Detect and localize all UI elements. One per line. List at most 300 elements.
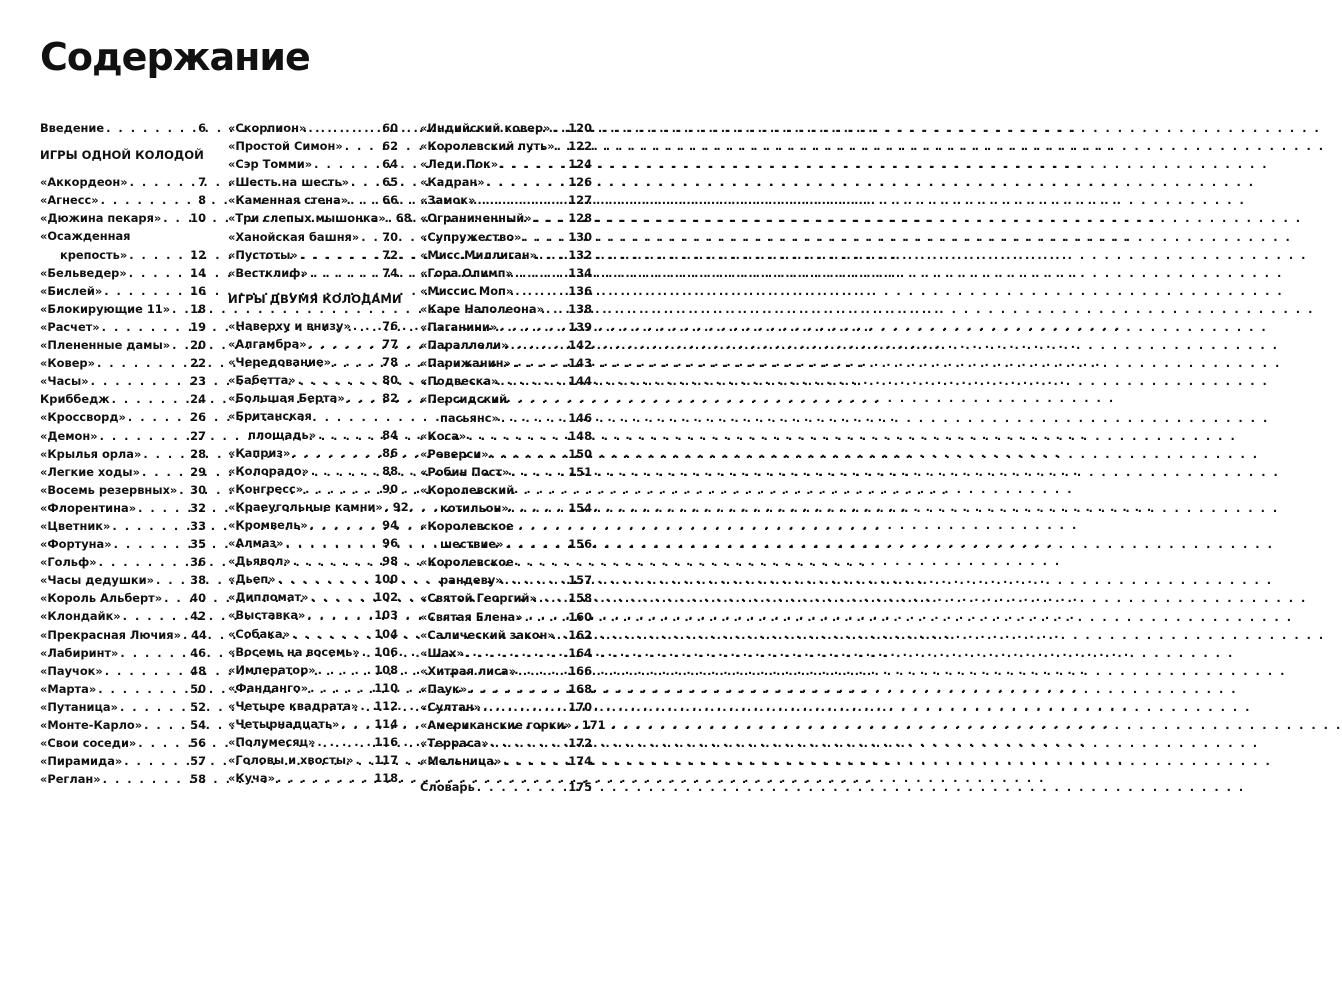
- toc-entry: [420, 734, 592, 752]
- toc-entry: [228, 697, 398, 715]
- toc-page-number: 54: [190, 718, 206, 732]
- dot-leader: [163, 209, 188, 227]
- toc-entry-title: «Замок»: [420, 193, 476, 208]
- toc-entry: [420, 209, 592, 227]
- toc-page-number: 103: [374, 608, 398, 623]
- toc-page-number: 138: [568, 301, 592, 316]
- toc-page-number: 104: [374, 626, 398, 641]
- toc-page-number: 174: [568, 754, 592, 769]
- toc-page-number: 102: [374, 590, 398, 605]
- dot-leader: [309, 335, 381, 353]
- dot-leader: [511, 499, 566, 517]
- toc-page-number: 117: [374, 753, 398, 768]
- toc-entry: [228, 426, 398, 444]
- toc-entry: [420, 644, 592, 662]
- toc-entry: [228, 643, 398, 661]
- toc-page-number: 30: [190, 482, 206, 497]
- toc-page-number: 24: [190, 392, 206, 407]
- dot-leader: [347, 389, 380, 407]
- toc-column-3: [420, 119, 606, 796]
- toc-entry-title: «Шах»: [420, 645, 464, 660]
- section-heading: ИГРЫ ОДНОЙ КОЛОДОЙ: [40, 148, 204, 163]
- toc-page-number: 106: [374, 644, 398, 659]
- toc-entry-title: пасьянс»: [440, 410, 499, 425]
- toc-entry: [228, 317, 398, 335]
- dot-leader: [388, 209, 394, 227]
- toc-entry-title: «Четырнадцать»: [228, 717, 340, 731]
- dot-leader: [503, 752, 566, 770]
- toc-entry-title: «Вестклиф»: [228, 265, 308, 280]
- dot-leader: [278, 570, 373, 588]
- dot-leader: [310, 264, 380, 282]
- toc-entry-title: «Алгамбра»: [228, 337, 307, 352]
- dot-leader: [513, 354, 566, 372]
- dot-leader: [99, 553, 188, 571]
- toc-entry-title: шествие»: [440, 537, 504, 552]
- dot-leader: [314, 155, 380, 173]
- dot-leader: [91, 372, 188, 390]
- toc-page-number: 108: [374, 662, 398, 677]
- toc-entry-title: «Робин Пост»: [420, 464, 510, 479]
- toc-entry: [420, 716, 606, 734]
- toc-entry: [228, 480, 398, 498]
- dot-leader: [310, 679, 372, 697]
- toc-page-number: 144: [568, 374, 592, 389]
- toc-page-number: 12: [190, 247, 206, 262]
- toc-entry: [40, 680, 206, 698]
- dot-leader: [311, 462, 380, 480]
- toc-entry-title: «Каприз»: [228, 445, 291, 460]
- toc-entry-title: «Каменная стена»: [228, 193, 349, 208]
- toc-entry: [228, 264, 398, 282]
- toc-entry: [40, 752, 206, 770]
- toc-entry: [40, 499, 206, 517]
- dot-leader: [477, 778, 566, 796]
- toc-page-number: 116: [374, 735, 398, 750]
- toc-entry-title: «Мисс Миллиган»: [420, 247, 537, 262]
- toc-entry-title: «Цветник»: [40, 518, 111, 533]
- dot-leader: [97, 354, 188, 372]
- toc-entry: [40, 698, 206, 716]
- toc-page-number: 136: [568, 283, 592, 298]
- toc-entry-title: «Фанданго»: [228, 680, 309, 695]
- toc-column-2: [228, 119, 412, 787]
- toc-page-number: 157: [568, 573, 592, 588]
- toc-entry: [420, 336, 592, 354]
- dot-leader: [103, 770, 188, 788]
- dot-leader: [351, 173, 380, 191]
- toc-entry-title: «Шесть на шесть»: [228, 175, 349, 190]
- toc-page-number: 46: [190, 645, 206, 660]
- dot-leader: [515, 264, 566, 282]
- toc-entry-title: «Восемь резервных»: [40, 482, 178, 497]
- dot-leader: [112, 517, 188, 535]
- toc-page-number: 142: [568, 338, 592, 353]
- toc-page-number: 22: [190, 356, 206, 371]
- toc-entry-title: рандеву»: [440, 573, 503, 588]
- toc-entry-title: «Парижанин»: [420, 356, 511, 371]
- toc-entry: [420, 282, 592, 300]
- toc-page-number: 124: [568, 157, 592, 172]
- dot-leader: [124, 752, 188, 770]
- toc-column-1: [40, 119, 206, 788]
- toc-entry-title: «Коса»: [420, 428, 467, 443]
- toc-entry: [228, 335, 398, 353]
- toc-page-number: 66: [382, 193, 398, 208]
- toc-entry: [228, 733, 398, 751]
- toc-entry-title: «Агнесс»: [40, 193, 99, 208]
- toc-entry-title: «Ковер»: [40, 356, 95, 371]
- toc-entry-title: «Демон»: [40, 428, 98, 443]
- toc-page-number: 150: [568, 446, 592, 461]
- dot-leader: [552, 119, 566, 137]
- spacer: [420, 770, 592, 778]
- toc-page-number: 92: [392, 499, 409, 514]
- toc-entry: [40, 770, 206, 788]
- toc-page-number: 127: [568, 193, 592, 208]
- toc-entry-title: «Дюжина пекаря»: [40, 211, 162, 226]
- toc-entry-title: «Каре Наполеона»: [420, 301, 544, 316]
- toc-page-number: 74: [382, 265, 398, 280]
- toc-page-number: 27: [190, 428, 206, 443]
- toc-entry: [420, 318, 592, 336]
- toc-entry: [40, 246, 206, 264]
- dot-leader: [308, 119, 380, 137]
- dot-leader: [557, 137, 567, 155]
- toc-entry: [228, 715, 398, 733]
- toc-entry: [420, 752, 592, 770]
- dot-leader: [128, 408, 188, 426]
- dot-leader: [143, 445, 188, 463]
- toc-entry: [228, 769, 398, 787]
- dot-leader: [333, 353, 380, 371]
- toc-entry: [228, 462, 398, 480]
- toc-entry-title-line: «Британская: [228, 409, 312, 424]
- toc-entry-title: Введение: [40, 121, 105, 135]
- dot-leader: [179, 481, 188, 499]
- toc-page-number: 80: [382, 373, 398, 388]
- toc-page-number: 151: [568, 464, 592, 479]
- toc-entry: [228, 389, 398, 407]
- toc-page-number: 18: [190, 301, 206, 316]
- dot-leader: [501, 409, 566, 427]
- toc-page-number: 70: [382, 229, 398, 244]
- toc-page-number: 10: [190, 211, 206, 226]
- toc-entry: [40, 408, 206, 426]
- toc-entry-title: «Наверху и внизу»: [228, 318, 351, 333]
- dot-leader: [98, 680, 188, 698]
- toc-page-number: 56: [190, 736, 206, 751]
- toc-entry: [40, 445, 206, 463]
- toc-page-number: 7: [198, 175, 206, 190]
- toc-entry-title: «Аккордеон»: [40, 175, 128, 190]
- toc-entry-title: «Американские горки»: [420, 718, 572, 733]
- toc-entry: [420, 264, 592, 282]
- toc-entry: [228, 209, 412, 227]
- toc-entry: [420, 499, 592, 517]
- toc-entry: [40, 481, 206, 499]
- toc-entry: [420, 535, 592, 553]
- toc-entry-title: «Гора Олимп»: [420, 265, 513, 280]
- toc-entry-title: «Бислей»: [40, 283, 103, 298]
- dot-leader: [500, 372, 566, 390]
- dot-leader: [310, 516, 380, 534]
- dot-leader: [106, 119, 196, 137]
- dot-leader: [317, 733, 372, 751]
- toc-entry: [228, 228, 398, 246]
- toc-page-number: 38: [190, 573, 206, 588]
- dot-leader: [350, 191, 380, 209]
- toc-entry-title: «Ограниченный»: [420, 211, 532, 226]
- dot-leader: [518, 662, 566, 680]
- toc-entry: [40, 372, 206, 390]
- toc-entry-title-line: «Персидский: [420, 392, 508, 407]
- toc-page-number: 48: [190, 663, 206, 678]
- dot-leader: [100, 427, 189, 445]
- toc-entry-title-line: «Королевское: [420, 555, 514, 570]
- dot-leader: [539, 246, 566, 264]
- toc-entry-title: «Три слепых мышонка»: [228, 211, 386, 226]
- toc-entry: [228, 570, 398, 588]
- toc-entry-title: «Колорадо»: [228, 463, 309, 478]
- toc-page-number: 126: [568, 175, 592, 190]
- dot-leader: [574, 716, 580, 734]
- toc-entry-title: «Святой Георгий»: [420, 591, 537, 606]
- toc-entry-title: «Индийский ковер»: [420, 121, 551, 135]
- toc-entry-title: «Плененные дамы»: [40, 338, 171, 353]
- toc-entry-title: «Миссис Моп»: [420, 283, 514, 298]
- toc-entry: [228, 353, 398, 371]
- toc-entry: [40, 644, 206, 662]
- toc-entry-title: «Королевский путь»: [420, 139, 555, 154]
- dot-leader: [511, 463, 566, 481]
- toc-entry: [40, 300, 206, 318]
- dot-leader: [104, 282, 188, 300]
- dot-leader: [525, 608, 567, 626]
- toc-page-number: 40: [190, 591, 206, 606]
- toc-page-number: 16: [190, 283, 206, 298]
- dot-leader: [138, 734, 188, 752]
- toc-entry: [40, 191, 206, 209]
- toc-entry: [40, 209, 206, 227]
- toc-page-number: 86: [382, 445, 398, 460]
- toc-page-number: 158: [568, 591, 592, 606]
- toc-entry: [228, 679, 398, 697]
- dot-leader: [120, 698, 188, 716]
- toc-entry: [228, 191, 398, 209]
- toc-entry: [228, 534, 398, 552]
- toc-page-number: 98: [382, 554, 398, 569]
- toc-entry-title: «Дьявол»: [228, 554, 291, 569]
- toc-entry-title: «Расчет»: [40, 319, 100, 334]
- toc-entry-title-line: «Осажденная: [40, 229, 131, 244]
- toc-entry-title: «Реверси»: [420, 446, 489, 461]
- toc-entry-title: «Подвеска»: [420, 374, 499, 389]
- toc-page-number: 100: [374, 572, 398, 587]
- toc-entry: [228, 246, 398, 264]
- toc-entry-title: «Путаница»: [40, 699, 118, 714]
- toc-page-number: 132: [568, 247, 592, 262]
- toc-page-number: 172: [568, 736, 592, 751]
- toc-page-number: 84: [382, 427, 398, 442]
- toc-entry: [420, 571, 592, 589]
- toc-entry-title: «Большая Берта»: [228, 391, 345, 406]
- dot-leader: [293, 552, 380, 570]
- dot-leader: [515, 282, 566, 300]
- toc-page-number: 20: [190, 338, 206, 353]
- toc-entry-title: площадь»: [248, 427, 317, 442]
- dot-leader: [361, 228, 380, 246]
- toc-entry: [40, 264, 206, 282]
- toc-entry: [420, 427, 592, 445]
- dot-leader: [286, 534, 381, 552]
- toc-entry: [40, 282, 206, 300]
- toc-page-number: 134: [568, 265, 592, 280]
- dot-leader: [505, 535, 566, 553]
- toc-entry-title: «Пустоты»: [228, 247, 298, 262]
- dot-leader: [557, 626, 566, 644]
- toc-page-number: 72: [382, 247, 398, 262]
- toc-entry-title: «Простой Симон»: [228, 139, 343, 154]
- toc-page-number: 57: [190, 754, 206, 769]
- toc-page-number: 65: [382, 175, 398, 190]
- toc-entry: [420, 409, 592, 427]
- dot-leader: [546, 300, 566, 318]
- toc-entry: [228, 444, 398, 462]
- dot-leader: [505, 571, 567, 589]
- toc-entry: [228, 751, 398, 769]
- toc-entry-title: «Пирамида»: [40, 754, 123, 769]
- toc-entry: [228, 606, 398, 624]
- toc-entry-title: «Бельведер»: [40, 265, 127, 280]
- toc-page-number: 29: [190, 464, 206, 479]
- toc-page-number: 168: [568, 681, 592, 696]
- dot-leader: [292, 625, 372, 643]
- toc-entry-title: «Паучок»: [40, 663, 103, 678]
- toc-page-number: 8: [198, 193, 206, 208]
- toc-entry: [40, 336, 206, 354]
- toc-page-number: 36: [190, 555, 206, 570]
- toc-entry-title: «Паук»: [420, 681, 468, 696]
- toc-entry-title: «Супружество»: [420, 229, 522, 244]
- toc-entry-title: «Собака»: [228, 626, 290, 641]
- toc-entry: [40, 318, 206, 336]
- toc-entry-title: «Сэр Томми»: [228, 157, 313, 172]
- dot-leader: [385, 498, 391, 516]
- toc-entry: [228, 371, 398, 389]
- dot-leader: [487, 173, 567, 191]
- toc-page-number: 122: [568, 139, 592, 154]
- toc-page-number: 118: [374, 771, 398, 786]
- toc-entry: [420, 626, 592, 644]
- toc-entry-title: «Мельница»: [420, 754, 502, 769]
- dot-leader: [164, 589, 188, 607]
- dot-leader: [102, 318, 188, 336]
- toc-entry: [420, 191, 592, 209]
- toc-entry-title: котильон»: [440, 500, 509, 515]
- toc-entry: [420, 173, 592, 191]
- toc-entry: [420, 372, 592, 390]
- dot-leader: [144, 716, 188, 734]
- toc-entry: [228, 119, 398, 137]
- toc-entry: [40, 463, 206, 481]
- toc-entry-title: «Фортуна»: [40, 537, 112, 552]
- dot-leader: [353, 317, 380, 335]
- toc-entry: [420, 155, 592, 173]
- toc-entry-title: «Свои соседи»: [40, 736, 137, 751]
- toc-entry-title: «Кроссворд»: [40, 410, 126, 425]
- toc-page-number: 162: [568, 627, 592, 642]
- toc-page-number: 68: [395, 211, 412, 226]
- toc-page-number: 120: [568, 121, 592, 135]
- dot-leader: [523, 228, 566, 246]
- dot-leader: [123, 607, 188, 625]
- toc-entry: [228, 625, 398, 643]
- toc-entry-title-line: «Королевский: [420, 482, 515, 497]
- toc-entry-title: «Ханойская башня»: [228, 229, 360, 244]
- toc-entry: [420, 228, 592, 246]
- toc-page-number: 139: [568, 320, 592, 335]
- toc-entry-title: «Гольф»: [40, 555, 97, 570]
- dot-leader: [307, 606, 372, 624]
- toc-page-number: 143: [568, 356, 592, 371]
- dot-leader: [172, 300, 188, 318]
- dot-leader: [156, 571, 188, 589]
- dot-leader: [114, 535, 189, 553]
- dot-leader: [341, 715, 372, 733]
- toc-entry-title: «Выставка»: [228, 608, 306, 623]
- dot-leader: [129, 246, 188, 264]
- toc-entry: [40, 662, 206, 680]
- dot-leader: [491, 445, 567, 463]
- dot-leader: [138, 499, 188, 517]
- toc-page-number: 88: [382, 463, 398, 478]
- toc-entry-title: «Монте-Карло»: [40, 718, 143, 732]
- toc-entry-title: «Скорпион»: [228, 121, 307, 135]
- toc-entry: [420, 246, 592, 264]
- toc-page-number: 50: [190, 681, 206, 696]
- toc-page-number: 160: [568, 609, 592, 624]
- toc-page-number: 114: [374, 717, 398, 731]
- toc-entry: [40, 589, 206, 607]
- toc-page-number: 94: [382, 517, 398, 532]
- toc-entry: [420, 354, 592, 372]
- toc-page-number: 170: [568, 700, 592, 714]
- toc-entry: [420, 137, 592, 155]
- toc-entry: [40, 535, 206, 553]
- toc-entry: [40, 390, 206, 408]
- toc-entry: [228, 588, 398, 606]
- toc-entry: [40, 119, 206, 137]
- toc-page-number: 82: [382, 391, 398, 406]
- dot-leader: [468, 427, 566, 445]
- toc-entry-title: «Параллели»: [420, 338, 509, 353]
- toc-entry: [420, 119, 592, 137]
- toc-entry: [40, 571, 206, 589]
- dot-leader: [483, 698, 566, 716]
- toc-page-number: 130: [568, 229, 592, 244]
- toc-page-number: 148: [568, 428, 592, 443]
- toc-entry: [40, 553, 206, 571]
- toc-entry-title: «Алмаз»: [228, 536, 284, 551]
- toc-page-number: 64: [382, 157, 398, 172]
- toc-entry: [40, 626, 206, 644]
- toc-entry: [420, 698, 592, 716]
- dot-leader: [112, 390, 189, 408]
- dot-leader: [491, 734, 567, 752]
- toc-page-number: 28: [190, 446, 206, 461]
- toc-entry-title: «Хитрая лиса»: [420, 663, 516, 678]
